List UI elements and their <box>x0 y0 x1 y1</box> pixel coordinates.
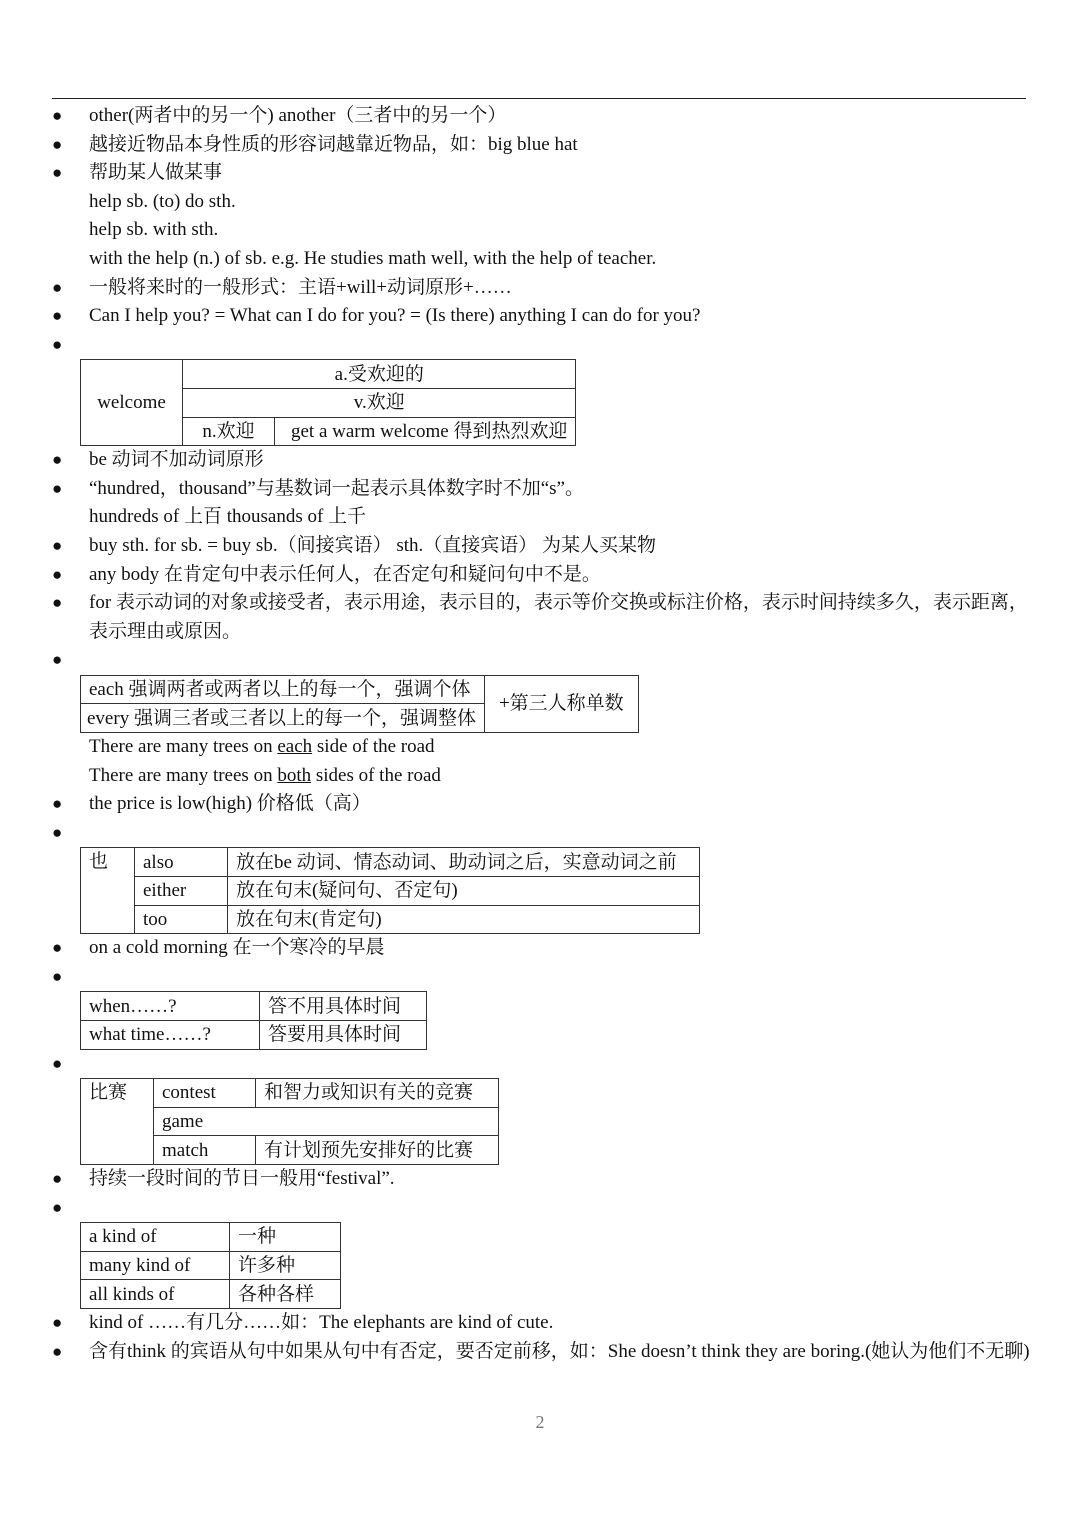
item-text: kind of ……有几分……如：The elephants are kind of cute. <box>89 1311 554 1333</box>
list-item <box>52 102 1032 131</box>
third-person-note: +第三人称单数 <box>484 675 638 732</box>
item-text: 越接近物品本身性质的形容词越靠近物品，如：big blue hat <box>89 133 578 155</box>
list-item <box>52 131 1032 160</box>
bullet-icon: ● <box>52 334 63 354</box>
question-cell: what time……? <box>81 1021 260 1050</box>
list-item <box>52 532 1032 561</box>
bullet-icon: ● <box>52 593 63 613</box>
list-item <box>52 1309 1032 1338</box>
word-cell: too <box>135 905 228 934</box>
match-table <box>80 1078 499 1165</box>
list-item <box>52 331 1032 360</box>
bullet-icon: ● <box>52 450 63 470</box>
bullet-icon: ● <box>52 535 63 555</box>
page-number: 2 <box>535 1412 545 1432</box>
welcome-verb: v.欢迎 <box>183 388 576 417</box>
match-head: 比赛 <box>81 1079 154 1165</box>
zh-cell: 许多种 <box>230 1251 341 1280</box>
welcome-noun-example: get a warm welcome 得到热烈欢迎 <box>275 417 576 446</box>
bullet-icon: ● <box>52 134 63 154</box>
item-text: on a cold morning 在一个寒冷的早晨 <box>89 937 385 959</box>
list-item <box>52 302 1032 331</box>
answer-cell: 答要用具体时间 <box>260 1021 427 1050</box>
list-item <box>52 1338 1032 1367</box>
bullet-icon: ● <box>52 1168 63 1188</box>
item-text: 含有think 的宾语从句中如果从句中有否定，要否定前移，如：She doesn’t think they are boring.(她认为他们不无聊) <box>89 1340 1030 1362</box>
each-every-table <box>80 675 639 733</box>
when-what-time-table <box>80 991 427 1049</box>
list-item <box>52 159 1032 188</box>
welcome-word: welcome <box>81 360 183 446</box>
example-sentence <box>52 762 1032 791</box>
item-text: other(两者中的另一个) another（三者中的另一个） <box>89 105 507 126</box>
bullet-icon: ● <box>52 106 63 125</box>
list-item <box>52 1050 1032 1079</box>
word-cell: game <box>154 1107 499 1136</box>
underlined-word: each <box>277 736 313 758</box>
desc-cell: 放在be 动词、情态动词、助动词之后，实意动词之前 <box>228 848 700 877</box>
en-cell: many kind of <box>81 1251 230 1280</box>
bullet-icon: ● <box>52 966 63 986</box>
welcome-noun: n.欢迎 <box>183 417 275 446</box>
list-item <box>52 274 1032 303</box>
zh-cell: 一种 <box>230 1223 341 1252</box>
item-text: 持续一段时间的节日一般用“festival”. <box>89 1167 395 1189</box>
zh-cell: 各种各样 <box>230 1280 341 1309</box>
item-text: 一般将来时的一般形式：主语+will+动词原形+…… <box>89 276 512 298</box>
bullet-icon: ● <box>52 1341 63 1361</box>
bullet-icon: ● <box>52 306 63 326</box>
list-item <box>52 1165 1032 1194</box>
list-item <box>52 475 1032 504</box>
sub-line: hundreds of 上百 thousands of 上千 <box>89 506 367 528</box>
list-item <box>52 1194 1032 1223</box>
word-cell: contest <box>154 1079 256 1108</box>
word-cell: match <box>154 1136 256 1165</box>
list-item <box>52 790 1032 819</box>
list-item <box>52 646 1032 675</box>
bullet-icon: ● <box>52 822 63 842</box>
also-head: 也 <box>81 848 135 934</box>
item-text: Can I help you? = What can I do for you? = (Is there) anything I can do for you? <box>89 305 701 327</box>
desc-cell: 和智力或知识有关的竞赛 <box>256 1079 499 1108</box>
item-text: “hundred，thousand”与基数词一起表示具体数字时不加“s”。 <box>89 477 584 499</box>
desc-cell: 放在句末(疑问句、否定句) <box>228 877 700 906</box>
kind-of-table <box>80 1222 341 1309</box>
sentence-part: sides of the road <box>311 764 441 786</box>
each-cell: each 强调两者或两者以上的每一个，强调个体 <box>81 675 485 704</box>
word-cell: also <box>135 848 228 877</box>
item-text: buy sth. for sb. = buy sb.（间接宾语） sth.（直接宾语） 为某人买某物 <box>89 534 657 556</box>
en-cell: all kinds of <box>81 1280 230 1309</box>
list-item <box>52 561 1032 590</box>
bullet-icon: ● <box>52 1197 63 1217</box>
answer-cell: 答不用具体时间 <box>260 992 427 1021</box>
question-cell: when……? <box>81 992 260 1021</box>
word-cell: either <box>135 877 228 906</box>
welcome-table <box>80 359 576 446</box>
desc-cell: 有计划预先安排好的比赛 <box>256 1136 499 1165</box>
list-item <box>52 934 1032 963</box>
sentence-part: There are many trees on <box>89 764 278 786</box>
list-item <box>52 963 1032 992</box>
item-text: be 动词不加动词原形 <box>89 449 264 471</box>
bullet-icon: ● <box>52 938 63 958</box>
item-text: the price is low(high) 价格低（高） <box>89 793 371 815</box>
bullet-icon: ● <box>52 564 63 584</box>
sentence-part: side of the road <box>312 736 435 758</box>
item-text: for 表示动词的对象或接受者，表示用途，表示目的，表示等价交换或标注价格，表示时间持续多久，表示距离，表示理由或原因。 <box>89 592 1028 642</box>
bullet-icon: ● <box>52 1053 63 1073</box>
welcome-adj: a.受欢迎的 <box>183 360 576 389</box>
sub-line: help sb. (to) do sth. <box>89 190 236 212</box>
sentence-part: There are many trees on <box>89 736 278 758</box>
bullet-icon: ● <box>52 163 63 183</box>
header-rule <box>52 98 1026 99</box>
item-text: 帮助某人做某事 <box>89 162 223 184</box>
list-item <box>52 589 1032 646</box>
bullet-icon: ● <box>52 794 63 814</box>
item-text: any body 在肯定句中表示任何人，在否定句和疑问句中不是。 <box>89 563 601 585</box>
bullet-icon: ● <box>52 650 63 670</box>
also-either-too-table <box>80 847 700 934</box>
bullet-icon: ● <box>52 277 63 297</box>
example-sentence <box>52 733 1032 762</box>
every-cell: every 强调三者或三者以上的每一个，强调整体 <box>81 704 485 733</box>
document-body <box>52 102 1032 1366</box>
sub-line: help sb. with sth. <box>89 219 219 241</box>
bullet-icon: ● <box>52 478 63 498</box>
desc-cell: 放在句末(肯定句) <box>228 905 700 934</box>
list-item <box>52 446 1032 475</box>
bullet-icon: ● <box>52 1312 63 1332</box>
en-cell: a kind of <box>81 1223 230 1252</box>
list-item <box>52 819 1032 848</box>
sub-line: with the help (n.) of sb. e.g. He studies math well, with the help of teacher. <box>89 247 657 269</box>
underlined-word: both <box>277 764 312 786</box>
